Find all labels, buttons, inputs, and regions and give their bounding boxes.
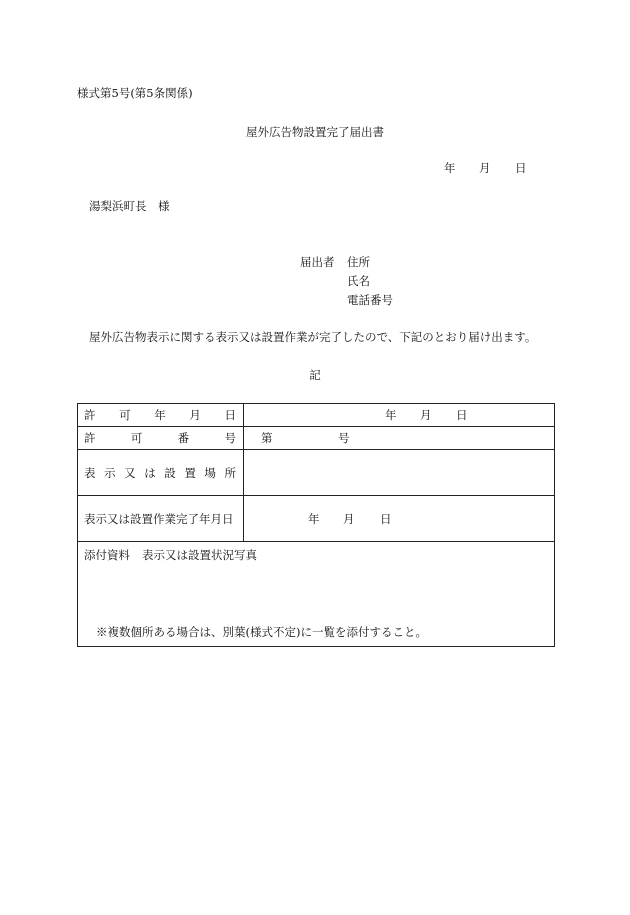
attachment-label: 添付資料 [84,548,130,562]
location-value[interactable] [244,450,554,495]
completion-date-label: 表示又は設置作業完了年月日 [78,496,244,541]
completion-date-day: 日 [380,512,392,526]
form-table [77,403,555,647]
applicant-address-label: 住所 [347,255,370,269]
label-char: 日 [224,408,236,422]
date-year: 年 [444,161,456,175]
completion-date-year: 年 [308,512,320,526]
permit-date-month: 月 [420,408,432,422]
document-title: 屋外広告物設置完了届出書 [246,125,384,139]
permit-date-row [78,404,554,427]
label-char: 番 [177,431,190,445]
location-label [78,450,244,495]
applicant-name-label: 氏名 [347,274,370,288]
label-char: は [144,465,156,480]
label-char: 可 [130,431,143,445]
label-char: 置 [184,465,196,480]
addressee: 湯梨浜町長 様 [89,199,170,213]
label-char: 場 [204,465,216,480]
permit-date-year: 年 [385,408,397,422]
location-row [78,450,554,496]
attachment-value: 表示又は設置状況写真 [142,548,257,562]
permit-date-value[interactable] [244,404,554,426]
attachment-row [78,542,554,646]
attachment-note: ※複数個所ある場合は、別葉(様式不定)に一覧を添付すること。 [96,625,427,639]
applicant-phone-label: 電話番号 [347,293,393,307]
date-month: 月 [479,161,491,175]
permit-date-day: 日 [456,408,468,422]
label-char: 許 [84,431,96,445]
permit-number-go: 号 [338,431,350,445]
label-char: 示 [104,465,116,480]
date-day: 日 [515,161,527,175]
label-char: 表 [84,465,96,480]
ki-heading: 記 [309,368,321,382]
completion-date-row [78,496,554,542]
label-char: 設 [164,465,176,480]
completion-date-value[interactable] [244,496,554,541]
permit-date-label [78,404,244,426]
label-char: 年 [154,408,166,422]
applicant-label: 届出者 [300,255,335,269]
label-char: 許 [84,408,96,422]
label-char: 又 [124,465,136,480]
declaration-text: 屋外広告物表示に関する表示又は設置作業が完了したので、下記のとおり届け出ます。 [89,330,537,344]
permit-number-label [78,427,244,449]
label-char: 所 [224,465,236,480]
permit-number-dai: 第 [261,431,273,445]
completion-date-month: 月 [343,512,355,526]
form-number-label: 様式第5号(第5条関係) [77,86,193,100]
permit-number-value[interactable] [244,427,554,449]
label-char: 号 [224,431,236,445]
permit-number-row [78,427,554,450]
label-char: 可 [119,408,131,422]
label-char: 月 [189,408,201,422]
